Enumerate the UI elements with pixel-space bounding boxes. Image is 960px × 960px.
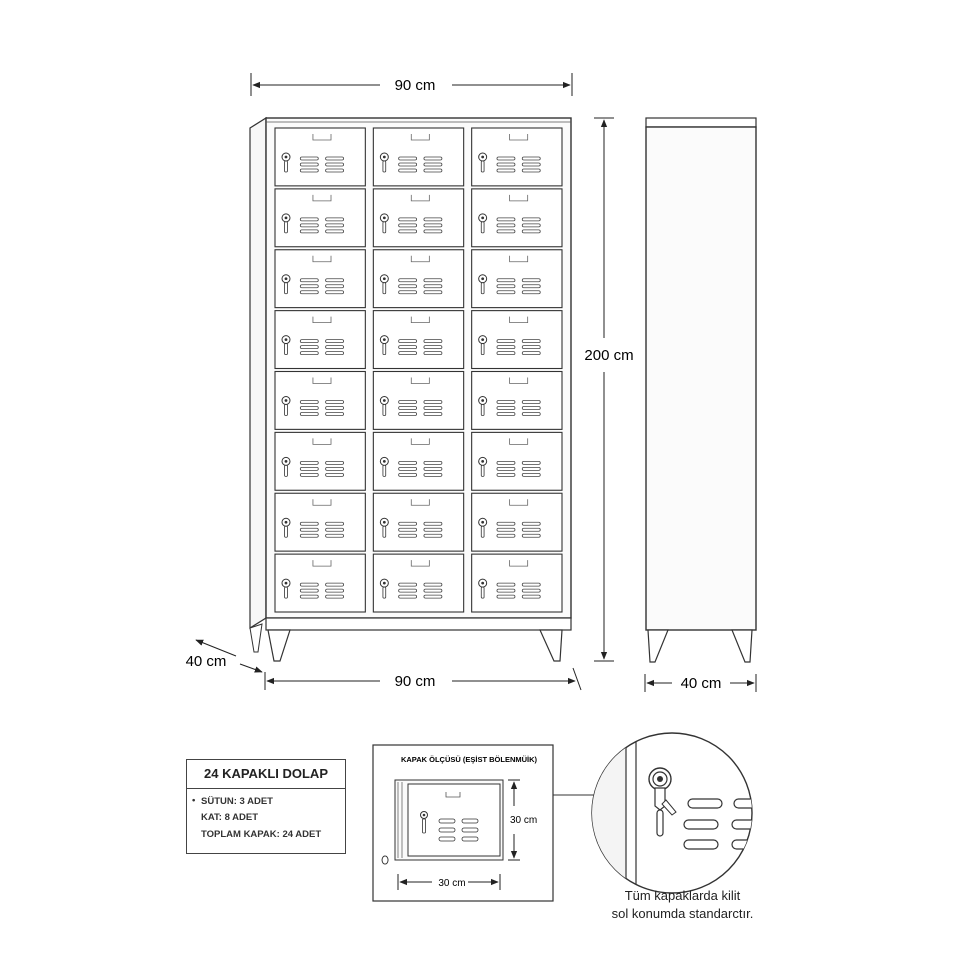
locker-door [472,311,562,369]
cabinet-leg-right [540,630,562,661]
dim-depth-front-label: 40 cm [185,653,227,670]
dim-top-width [251,73,572,96]
spec-box-divider [187,788,345,789]
locker-door [373,250,463,308]
side-view-body [646,127,756,630]
locker-door [275,493,365,551]
locker-door [275,128,365,186]
door-detail-height-label: 30 cm [510,815,538,826]
locker-door [275,432,365,490]
magnify-circle-icon [590,730,768,900]
front-view [250,118,571,661]
locker-door [373,128,463,186]
locker-door [373,432,463,490]
door-detail-title: KAPAK ÖLÇÜSÜ (EŞİST BÖLENMÜİK) [400,755,538,764]
side-view-leg-right [732,630,752,662]
locker-door [472,250,562,308]
locker-door [373,372,463,430]
dim-height [584,118,633,661]
locker-door [275,189,365,247]
side-view-leg-left [648,630,668,662]
locker-door [275,554,365,612]
locker-door [373,493,463,551]
locker-door [472,128,562,186]
spec-line-columns: SÜTUN: 3 ADET [201,796,273,807]
door-detail-box [373,745,596,901]
locker-door [275,250,365,308]
locker-door [472,493,562,551]
dim-bottom-width-label: 90 cm [394,673,436,690]
locker-door [472,554,562,612]
locker-door [373,554,463,612]
spec-box-title: 24 KAPAKLI DOLAP [204,766,328,781]
bullet-icon: • [192,795,196,806]
dim-side-depth [645,674,756,692]
cabinet-side-panel [250,118,266,628]
dim-side-depth-label: 40 cm [680,675,722,692]
dim-depth-front [186,640,262,672]
locker-door [472,432,562,490]
lock-note [580,887,785,923]
locker-door [472,372,562,430]
spec-line-total: TOPLAM KAPAK: 24 ADET [201,829,322,840]
locker-door [373,311,463,369]
spec-line-rows: KAT: 8 ADET [201,812,258,823]
cabinet-plinth [266,618,571,630]
locker-door [275,372,365,430]
dim-top-width-label: 90 cm [394,77,436,94]
door-detail-width-label: 30 cm [438,878,466,889]
side-view [646,118,756,662]
lock-note-line2: sol konumda standarctır. [611,906,754,921]
cabinet-leg-back [250,624,262,652]
locker-door [373,189,463,247]
dim-bottom-width [265,668,581,690]
cabinet-leg-left [268,630,290,661]
locker-door [472,189,562,247]
lock-note-line1: Tüm kapaklarda kilit [624,888,741,903]
dim-height-label: 200 cm [584,347,634,364]
side-view-top [646,118,756,127]
locker-door [275,311,365,369]
